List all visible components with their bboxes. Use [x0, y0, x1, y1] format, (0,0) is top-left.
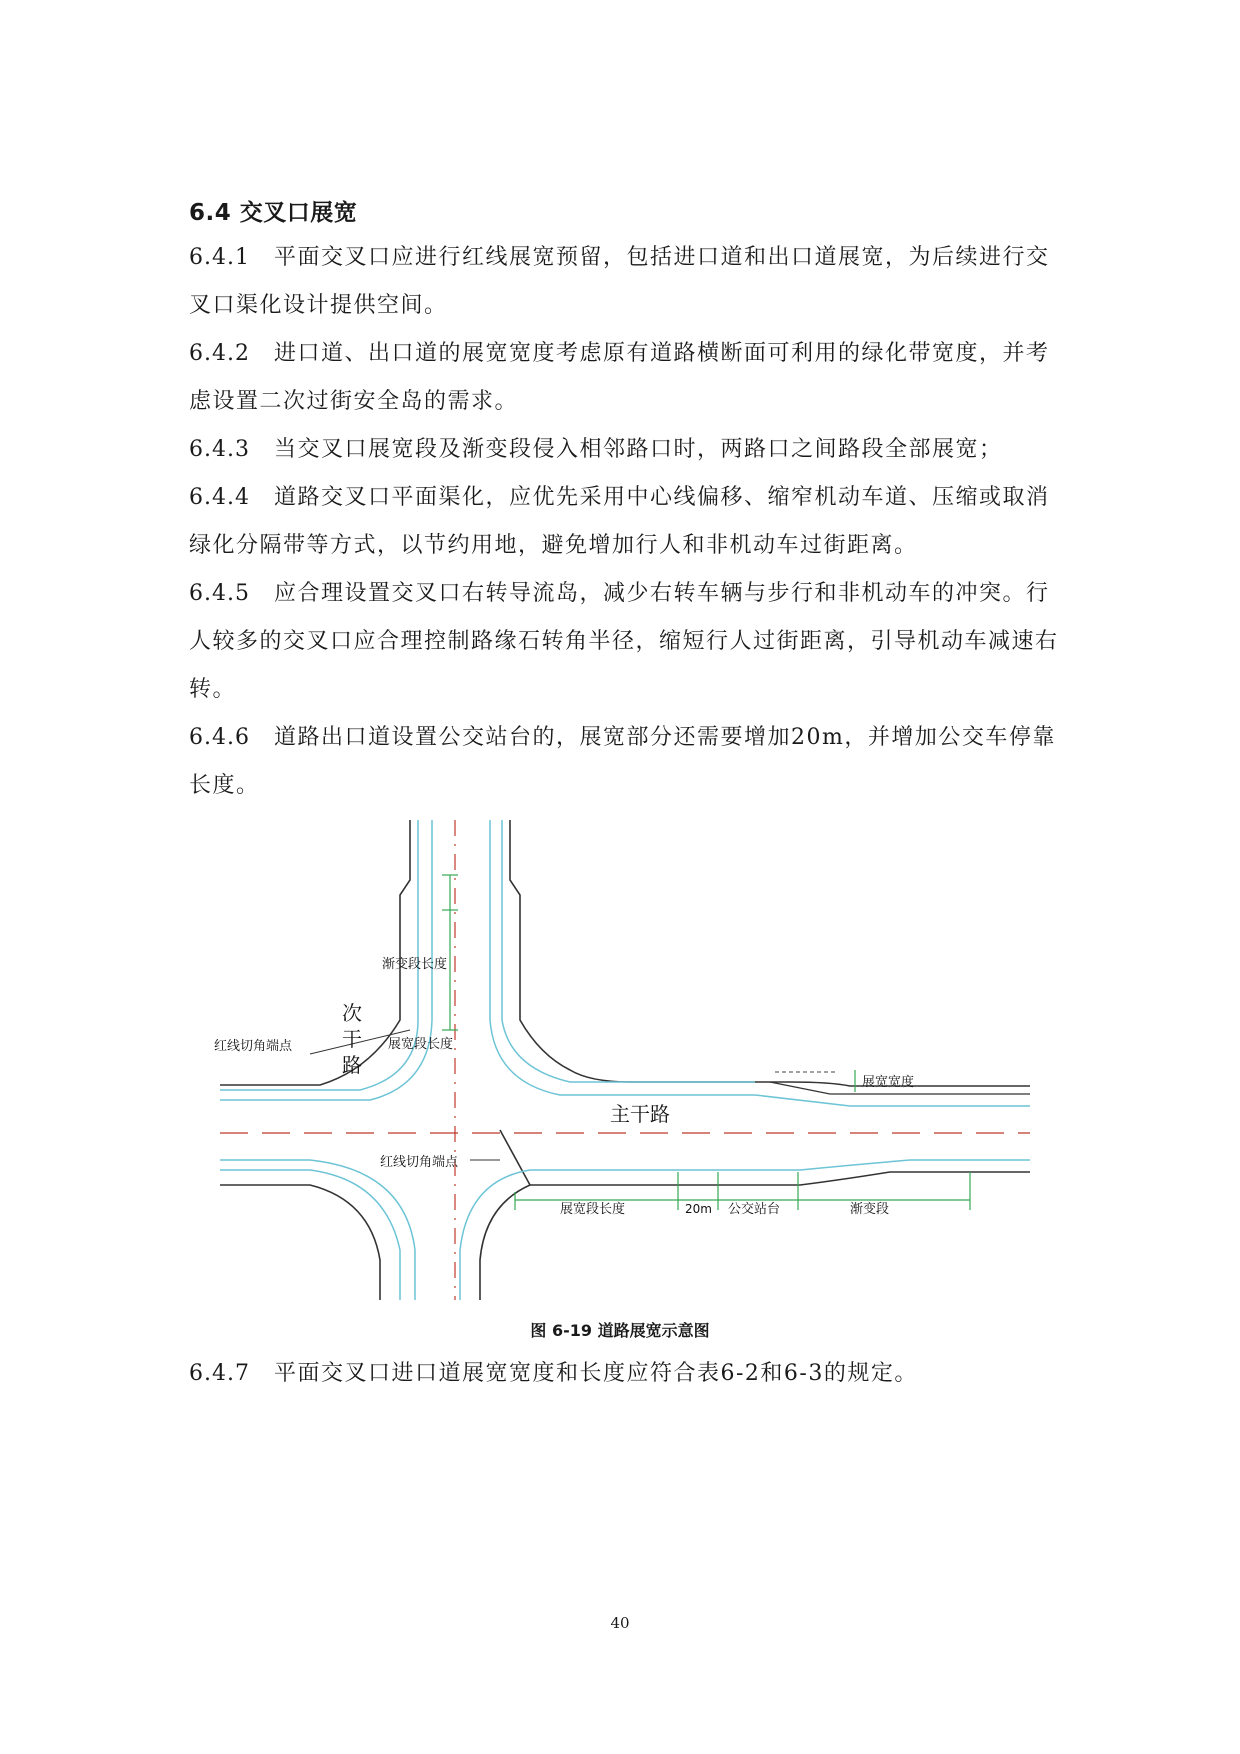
- paragraph-6-4-1: [189, 234, 1059, 330]
- label-secondary-road-3: 路: [342, 1053, 362, 1077]
- clause-text: 进口道、出口道的展宽宽度考虑原有道路横断面可利用的绿化带宽度，并考虑设置二次过街安全岛的需求。: [189, 341, 1050, 414]
- label-widen-length-vertical: 展宽段长度: [388, 1037, 454, 1052]
- page-number: 40: [610, 1614, 630, 1632]
- clause-text: 当交叉口展宽段及渐变段侵入相邻路口时，两路口之间路段全部展宽；: [273, 437, 1003, 462]
- paragraph-6-4-2: [189, 330, 1059, 426]
- clause-text: 道路出口道设置公交站台的，展宽部分还需要增加20m，并增加公交车停靠长度。: [189, 725, 1056, 798]
- label-widen-length-horizontal: 展宽段长度: [560, 1202, 626, 1217]
- label-extra-20m: 20m: [685, 1202, 712, 1216]
- label-redline-corner-1: 红线切角端点: [214, 1039, 293, 1054]
- clause-number: 6.4.5: [189, 581, 250, 606]
- clause-number: 6.4.2: [189, 341, 250, 366]
- curb-line: [460, 1160, 1030, 1300]
- label-taper-length: 渐变段长度: [382, 957, 448, 972]
- figure-caption: 图 6-19 道路展宽示意图: [530, 1321, 710, 1340]
- curb-line: [502, 820, 755, 1082]
- road-edge-line: [510, 820, 1030, 1086]
- paragraph-6-4-5: [189, 570, 1059, 714]
- label-main-road: 主干路: [610, 1102, 670, 1126]
- paragraph-6-4-6: [189, 714, 1059, 810]
- section-heading: 6.4 交叉口展宽: [189, 200, 358, 226]
- clause-number: 6.4.3: [189, 437, 250, 462]
- clause-number: 6.4.7: [189, 1361, 250, 1386]
- label-widen-width: 展宽宽度: [862, 1075, 915, 1090]
- curb-line: [490, 820, 1030, 1106]
- label-taper: 渐变段: [850, 1202, 890, 1217]
- paragraph-6-4-7: [189, 1350, 1059, 1398]
- road-widening-diagram: [210, 820, 1040, 1300]
- road-edge-line: [220, 1185, 380, 1300]
- curb-line: [220, 1160, 415, 1300]
- clause-text: 道路交叉口平面渠化，应优先采用中心线偏移、缩窄机动车道、压缩或取消绿化分隔带等方式，以节约用地，避免增加行人和非机动车过街距离。: [189, 485, 1050, 558]
- paragraph-6-4-3: [189, 426, 1059, 474]
- label-bus-stop: 公交站台: [728, 1202, 781, 1217]
- clause-number: 6.4.4: [189, 485, 250, 510]
- clause-text: 平面交叉口应进行红线展宽预留，包括进口道和出口道展宽，为后续进行交叉口渠化设计提供空间。: [189, 245, 1050, 318]
- road-edge-line: [530, 1172, 1030, 1185]
- label-secondary-road-2: 干: [342, 1027, 362, 1051]
- clause-number: 6.4.6: [189, 725, 250, 750]
- road-edge-line: [480, 1130, 530, 1300]
- paragraph-6-4-4: [189, 474, 1059, 570]
- clause-number: 6.4.1: [189, 245, 250, 270]
- label-redline-corner-2: 红线切角端点: [380, 1155, 459, 1170]
- clause-text: 平面交叉口进口道展宽宽度和长度应符合表6-2和6-3的规定。: [273, 1361, 918, 1386]
- label-secondary-road-1: 次: [342, 1001, 362, 1025]
- clause-text: 应合理设置交叉口右转导流岛，减少右转车辆与步行和非机动车的冲突。行人较多的交叉口应合理控制路缘石转角半径，缩短行人过街距离，引导机动车减速右转。: [189, 581, 1059, 702]
